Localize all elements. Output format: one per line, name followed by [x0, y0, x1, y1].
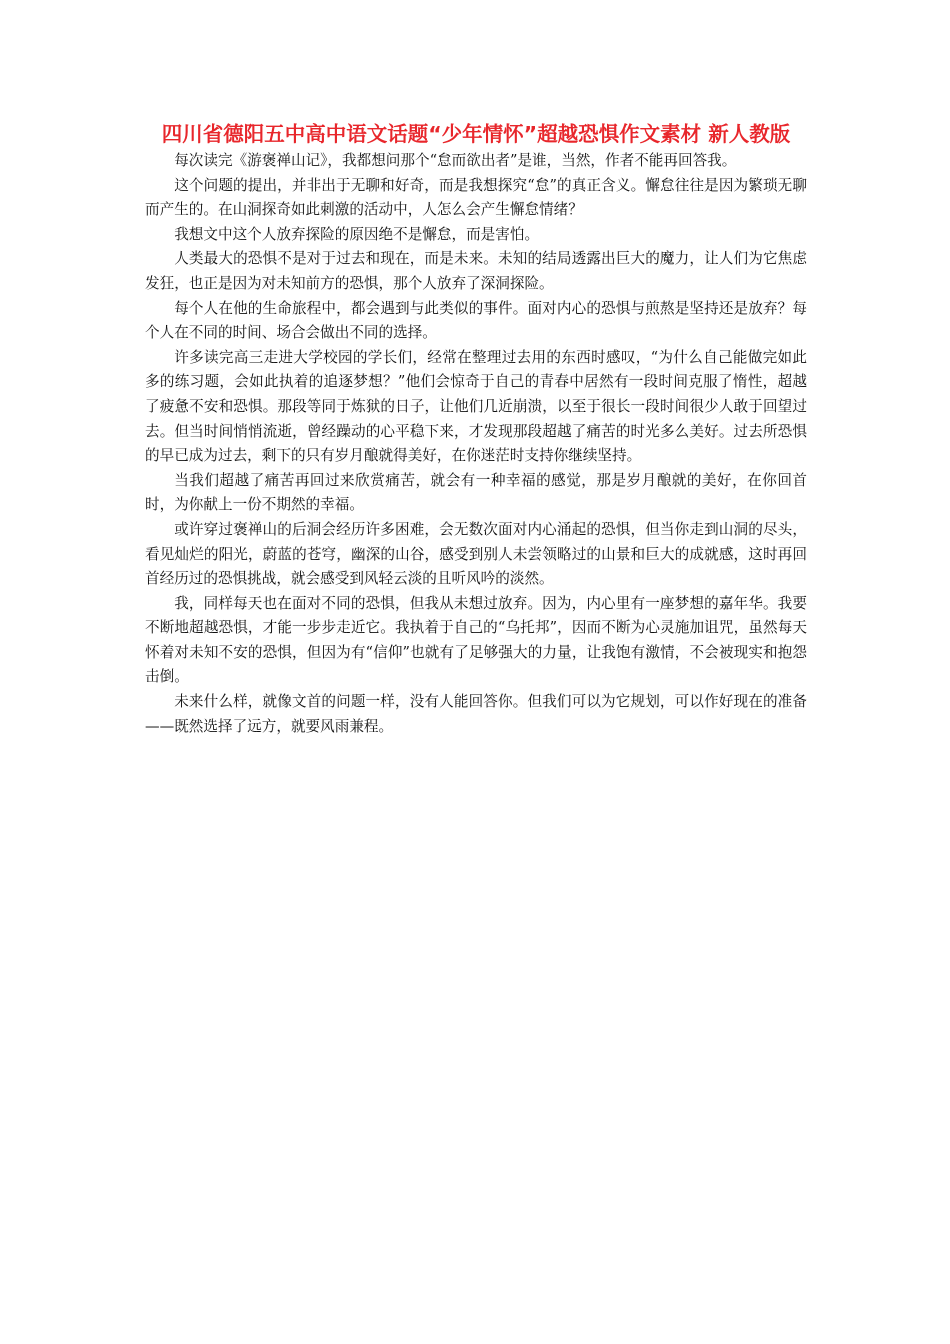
paragraph: 未来什么样，就像文首的问题一样，没有人能回答你。但我们可以为它规划，可以作好现在的准备——既然选择了远方，就要风雨兼程。: [145, 693, 807, 735]
paragraph: 人类最大的恐惧不是对于过去和现在，而是未来。未知的结局透露出巨大的魔力，让人们为它焦虑发狂，也正是因为对未知前方的恐惧，那个人放弃了深洞探险。: [145, 250, 807, 292]
document-title: 四川省德阳五中高中语文话题“少年情怀”超越恐惧作文素材 新人教版: [161, 122, 791, 146]
paragraph: 我想文中这个人放弃探险的原因绝不是懈怠，而是害怕。: [174, 225, 540, 243]
document-body: [145, 122, 807, 739]
paragraph: 或许穿过褒禅山的后洞会经历许多困难，会无数次面对内心涌起的恐惧，但当你走到山洞的尽头，看见灿烂的阳光，蔚蓝的苍穹，幽深的山谷，感受到别人未尝领略过的山景和巨大的成就感，这时再回首经历过的恐惧挑战，就会感受到风轻云淡的且听风吟的淡然。: [145, 520, 807, 588]
paragraph: 每个人在他的生命旅程中，都会遇到与此类似的事件。面对内心的恐惧与煎熬是坚持还是放弃？每个人在不同的时间、场合会做出不同的选择。: [145, 299, 807, 342]
paragraph: 当我们超越了痛苦再回过来欣赏痛苦，就会有一种幸福的感觉，那是岁月酿就的美好，在你回首时，为你献上一份不期然的幸福。: [145, 471, 807, 514]
paragraph: 每次读完《游褒禅山记》，我都想问那个“怠而欲出者”是谁，当然，作者不能再回答我。: [174, 152, 737, 169]
paragraph: 许多读完高三走进大学校园的学长们，经常在整理过去用的东西时感叹，“为什么自己能做完如此多的练习题，会如此执着的追逐梦想？”他们会惊奇于自己的青春中居然有一段时间克服了惰性，超越了疲惫不安和恐惧。那段等同于炼狱的日子，让他们几近崩溃，以至于很长一段时间很少人敢于回望过去。但当时间悄悄流逝，曾经躁动的心平稳下来，才发现那段超越了痛苦的时光多么美好。过去所恐惧的早已成为过去，剩下的只有岁月酿就得美好，在你迷茫时支持你继续坚持。: [145, 348, 807, 465]
paragraph: 我，同样每天也在面对不同的恐惧，但我从未想过放弃。因为，内心里有一座梦想的嘉年华。我要不断地超越恐惧，才能一步步走近它。我执着于自己的“乌托邦”，因而不断为心灵施加诅咒，虽然每天怀着对未知不安的恐惧，但因为有“信仰”也就有了足够强大的力量，让我饱有激情，不会被现实和抱怨击倒。: [145, 594, 807, 686]
paragraph: 这个问题的提出，并非出于无聊和好奇，而是我想探究“怠”的真正含义。懈怠往往是因为繁琐无聊而产生的。在山洞探奇如此刺激的活动中，人怎么会产生懈怠情绪？: [145, 176, 807, 219]
